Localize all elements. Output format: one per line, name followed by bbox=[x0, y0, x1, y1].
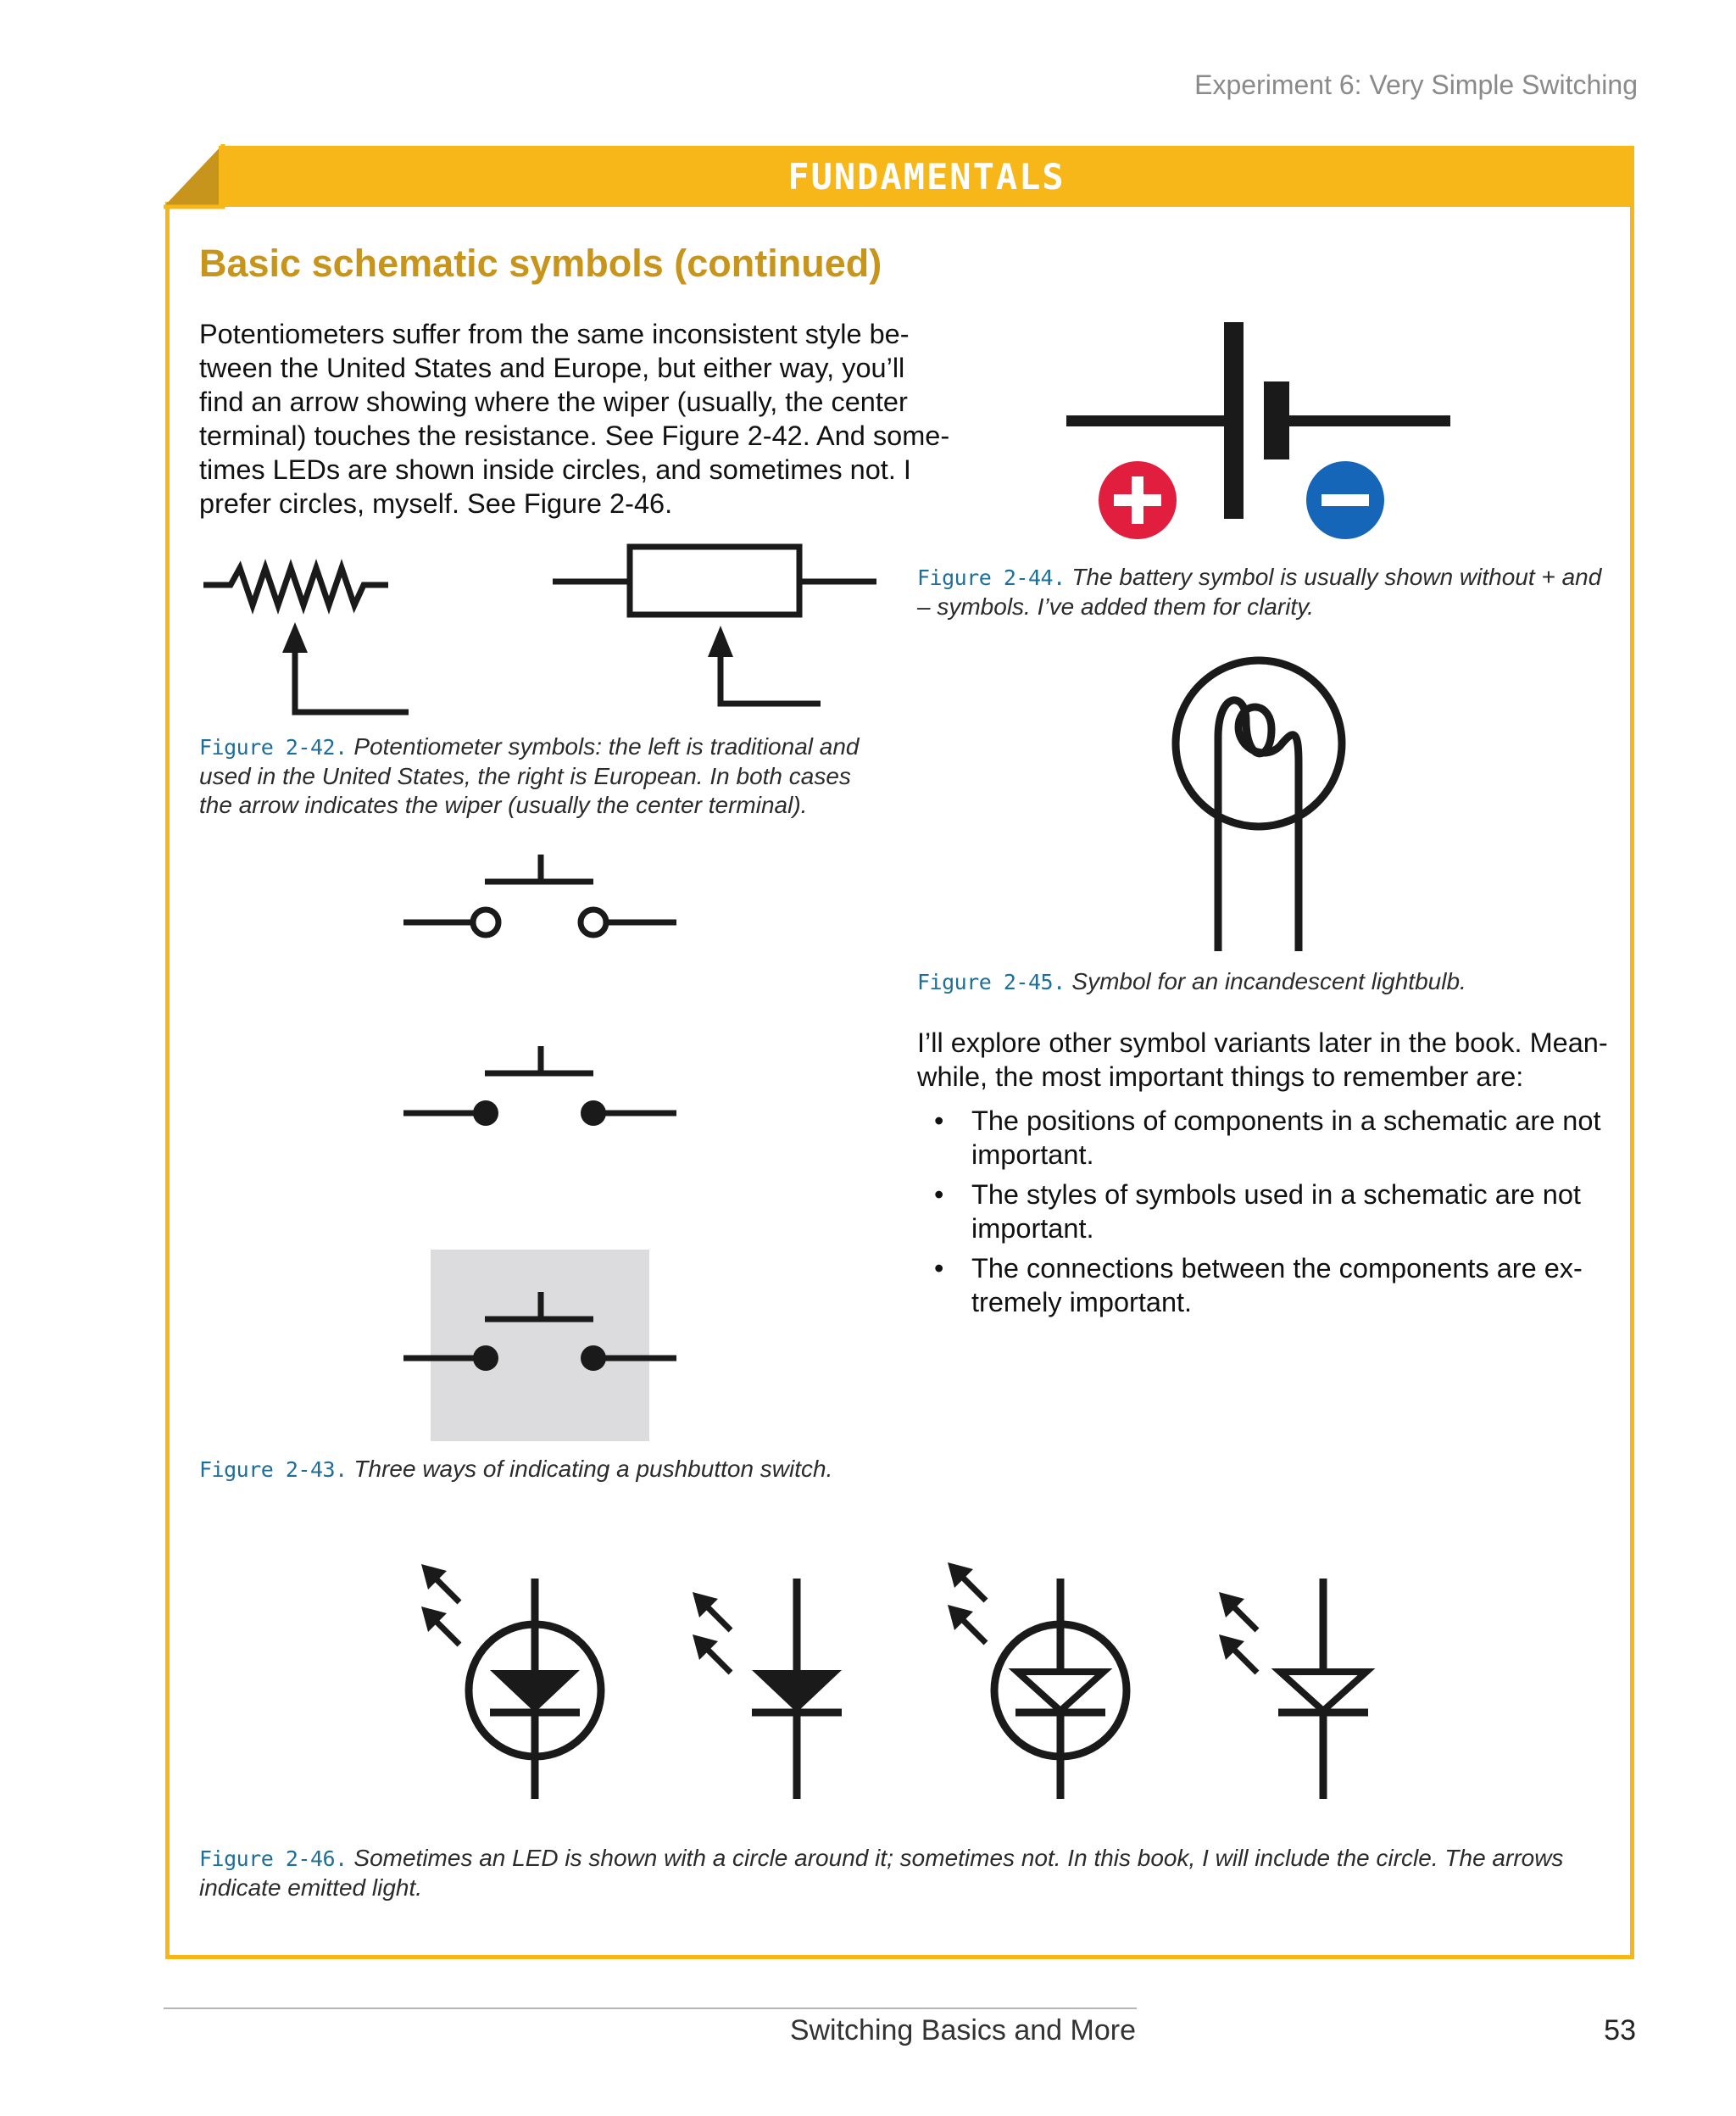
bullet-icon: • bbox=[934, 1179, 944, 1210]
bullet-line: The styles of symbols used in a schematic are not bbox=[971, 1179, 1581, 1210]
caption-line: The battery symbol is usually shown without + and bbox=[1071, 564, 1602, 590]
figure-2-46-caption bbox=[199, 1844, 1563, 1902]
bullet-line: The connections between the components are ex- bbox=[971, 1253, 1583, 1284]
intro-line: tween the United States and Europe, but either way, you’ll bbox=[199, 353, 905, 383]
caption-line: Potentiometer symbols: the left is traditional and bbox=[353, 733, 860, 760]
bullet-line: important. bbox=[971, 1139, 1094, 1170]
caption-line: the arrow indicates the wiper (usually the center terminal). bbox=[199, 792, 808, 818]
sidebar-banner: FUNDAMENTALS bbox=[219, 146, 1634, 207]
figure-label: Figure 2-44. bbox=[917, 565, 1066, 590]
footer-title: Switching Basics and More bbox=[789, 2014, 1136, 2046]
page-number: 53 bbox=[1604, 2014, 1636, 2046]
figure-label: Figure 2-45. bbox=[917, 970, 1066, 994]
sidebar-heading: Basic schematic symbols (continued) bbox=[199, 242, 882, 285]
bullet-icon: • bbox=[934, 1253, 944, 1284]
caption-line: – symbols. I’ve added them for clarity. bbox=[917, 593, 1314, 620]
intro-line: prefer circles, myself. See Figure 2-46. bbox=[199, 488, 673, 519]
caption-text: Symbol for an incandescent lightbulb. bbox=[1071, 968, 1466, 994]
intro-line: times LEDs are shown inside circles, and sometimes not. I bbox=[199, 454, 911, 485]
figure-label: Figure 2-46. bbox=[199, 1846, 348, 1871]
figure-label: Figure 2-42. bbox=[199, 735, 348, 760]
figure-label: Figure 2-43. bbox=[199, 1457, 348, 1482]
explore-line: I’ll explore other symbol variants later in the book. Mean- bbox=[917, 1027, 1608, 1058]
caption-line: indicate emitted light. bbox=[199, 1874, 423, 1901]
explore-line: while, the most important things to remember are: bbox=[917, 1061, 1524, 1092]
led-filled-circled bbox=[421, 1564, 601, 1799]
led-outline-circled bbox=[948, 1562, 1127, 1799]
caption-line: Sometimes an LED is shown with a circle around it; sometimes not. In this book, I will include the circle. The arrows bbox=[353, 1845, 1564, 1871]
intro-line: terminal) touches the resistance. See Figure 2-42. And some- bbox=[199, 420, 950, 451]
bullet-line: tremely important. bbox=[971, 1287, 1193, 1317]
led-filled-plain bbox=[693, 1579, 842, 1799]
intro-line: find an arrow showing where the wiper (usually, the center bbox=[199, 387, 908, 417]
bullet-icon: • bbox=[934, 1105, 944, 1136]
led-outline-plain bbox=[1219, 1579, 1368, 1799]
bullet-line: The positions of components in a schematic are not bbox=[971, 1105, 1601, 1136]
caption-line: used in the United States, the right is European. In both cases bbox=[199, 763, 851, 789]
caption-text: Three ways of indicating a pushbutton switch. bbox=[353, 1456, 833, 1482]
footer-rule bbox=[164, 2007, 1137, 2009]
running-head: Experiment 6: Very Simple Switching bbox=[1194, 70, 1638, 100]
bullet-line: important. bbox=[971, 1213, 1094, 1244]
intro-line: Potentiometers suffer from the same inconsistent style be- bbox=[199, 319, 910, 349]
